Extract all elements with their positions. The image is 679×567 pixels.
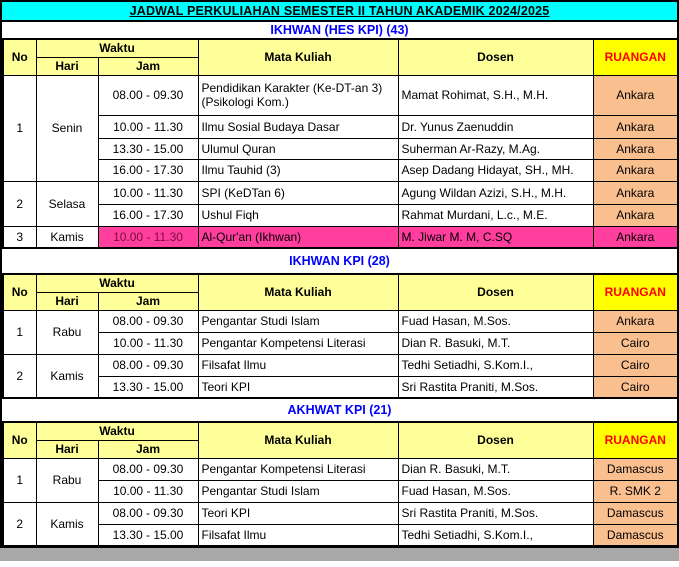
schedule-table bbox=[2, 38, 679, 249]
cell-ruangan: R. SMK 2 bbox=[593, 480, 678, 502]
schedule-row bbox=[3, 524, 678, 546]
cell-mata-kuliah: Teori KPI bbox=[198, 502, 398, 524]
cell-hari: Selasa bbox=[36, 181, 98, 226]
cell-dosen bbox=[398, 159, 593, 181]
cell-mata-kuliah: Ushul Fiqh bbox=[198, 204, 398, 226]
schedule-tables-container bbox=[2, 22, 677, 547]
cell-dosen-text: Asep Dadang Hidayat, SH., MH. bbox=[401, 162, 574, 177]
cell-mata-kuliah: Pengantar Studi Islam bbox=[198, 480, 398, 502]
schedule-row bbox=[3, 115, 678, 138]
page-title: JADWAL PERKULIAHAN SEMESTER II TAHUN AKADEMIK 2024/2025 bbox=[2, 2, 677, 22]
header-jam: Jam bbox=[98, 440, 198, 458]
header-jam: Jam bbox=[98, 292, 198, 310]
cell-jam: 08.00 - 09.30 bbox=[98, 75, 198, 115]
cell-ruangan: Ankara bbox=[593, 310, 678, 332]
schedule-row bbox=[3, 159, 678, 181]
cell-dosen: Dian R. Basuki, M.T. bbox=[398, 458, 593, 480]
schedule-row bbox=[3, 75, 678, 115]
cell-dosen: M. Jiwar M. M, C.SQ bbox=[398, 226, 593, 248]
cell-ruangan: Ankara bbox=[593, 204, 678, 226]
cell-hari: Senin bbox=[36, 75, 98, 181]
table-body bbox=[3, 75, 678, 248]
cell-hari: Kamis bbox=[36, 226, 98, 248]
header-waktu: Waktu bbox=[36, 39, 198, 57]
table-header bbox=[3, 274, 678, 310]
header-waktu: Waktu bbox=[36, 422, 198, 440]
section-title: IKHWAN KPI (28) bbox=[289, 254, 390, 268]
cell-jam: 08.00 - 09.30 bbox=[98, 310, 198, 332]
schedule-row bbox=[3, 458, 678, 480]
header-ruangan: RUANGAN bbox=[593, 39, 678, 75]
cell-dosen: Dian R. Basuki, M.T. bbox=[398, 332, 593, 354]
cell-hari: Rabu bbox=[36, 310, 98, 354]
section-title-row bbox=[2, 249, 677, 273]
cell-mata-kuliah: Ulumul Quran bbox=[198, 138, 398, 159]
cell-ruangan: Damascus bbox=[593, 524, 678, 546]
cell-ruangan: Cairo bbox=[593, 332, 678, 354]
header-waktu: Waktu bbox=[36, 274, 198, 292]
cell-ruangan: Damascus bbox=[593, 502, 678, 524]
schedule-row bbox=[3, 138, 678, 159]
cell-ruangan: Damascus bbox=[593, 458, 678, 480]
cell-jam: 10.00 - 11.30 bbox=[98, 115, 198, 138]
footer-bar bbox=[0, 547, 679, 561]
table-header bbox=[3, 39, 678, 75]
cell-mata-kuliah: SPI (KeDTan 6) bbox=[198, 181, 398, 204]
cell-no: 2 bbox=[3, 502, 36, 546]
cell-jam: 08.00 - 09.30 bbox=[98, 458, 198, 480]
cell-mata-kuliah: Pendidikan Karakter (Ke-DT-an 3) (Psikologi Kom.) bbox=[198, 75, 398, 115]
cell-no: 1 bbox=[3, 458, 36, 502]
schedule-row bbox=[3, 204, 678, 226]
cell-ruangan: Ankara bbox=[593, 181, 678, 204]
cell-jam: 08.00 - 09.30 bbox=[98, 354, 198, 376]
header-row-1 bbox=[3, 422, 678, 440]
cell-mata-kuliah: Ilmu Tauhid (3) bbox=[198, 159, 398, 181]
cell-dosen: Sri Rastita Praniti, M.Sos. bbox=[398, 502, 593, 524]
cell-jam: 16.00 - 17.30 bbox=[98, 159, 198, 181]
section-title: AKHWAT KPI (21) bbox=[287, 403, 392, 417]
header-jam: Jam bbox=[98, 57, 198, 75]
header-row-1 bbox=[3, 39, 678, 57]
cell-dosen: Suherman Ar-Razy, M.Ag. bbox=[398, 138, 593, 159]
cell-jam: 10.00 - 11.30 bbox=[98, 332, 198, 354]
cell-mata-kuliah: Pengantar Kompetensi Literasi bbox=[198, 458, 398, 480]
cell-no: 2 bbox=[3, 181, 36, 226]
cell-jam: 10.00 - 11.30 bbox=[98, 226, 198, 248]
cell-no: 2 bbox=[3, 354, 36, 398]
header-hari: Hari bbox=[36, 57, 98, 75]
cell-dosen: Rahmat Murdani, L.c., M.E. bbox=[398, 204, 593, 226]
cell-mata-kuliah: Teori KPI bbox=[198, 376, 398, 398]
header-no: No bbox=[3, 422, 36, 458]
schedule-row bbox=[3, 226, 678, 248]
header-ruangan: RUANGAN bbox=[593, 274, 678, 310]
cell-mata-kuliah: Ilmu Sosial Budaya Dasar bbox=[198, 115, 398, 138]
cell-mata-kuliah: Pengantar Studi Islam bbox=[198, 310, 398, 332]
section-title: IKHWAN (HES KPI) (43) bbox=[270, 23, 409, 37]
table-body bbox=[3, 458, 678, 546]
cell-ruangan: Cairo bbox=[593, 376, 678, 398]
header-dosen: Dosen bbox=[398, 274, 593, 310]
header-mata-kuliah: Mata Kuliah bbox=[198, 422, 398, 458]
schedule-row bbox=[3, 502, 678, 524]
header-ruangan: RUANGAN bbox=[593, 422, 678, 458]
header-hari: Hari bbox=[36, 440, 98, 458]
table-body bbox=[3, 310, 678, 398]
schedule-row bbox=[3, 354, 678, 376]
cell-hari: Kamis bbox=[36, 502, 98, 546]
cell-jam: 16.00 - 17.30 bbox=[98, 204, 198, 226]
header-dosen: Dosen bbox=[398, 422, 593, 458]
cell-jam: 10.00 - 11.30 bbox=[98, 181, 198, 204]
cell-ruangan: Ankara bbox=[593, 226, 678, 248]
header-mata-kuliah: Mata Kuliah bbox=[198, 274, 398, 310]
cell-mata-kuliah: Filsafat Ilmu bbox=[198, 524, 398, 546]
cell-mata-kuliah: Al-Qur'an (Ikhwan) bbox=[198, 226, 398, 248]
cell-ruangan: Ankara bbox=[593, 115, 678, 138]
cell-dosen: Mamat Rohimat, S.H., M.H. bbox=[398, 75, 593, 115]
cell-jam: 13.30 - 15.00 bbox=[98, 376, 198, 398]
cell-dosen: Tedhi Setiadhi, S.Kom.I., bbox=[398, 524, 593, 546]
cell-mata-kuliah: Pengantar Kompetensi Literasi bbox=[198, 332, 398, 354]
cell-dosen: Dr. Yunus Zaenuddin bbox=[398, 115, 593, 138]
schedule-row bbox=[3, 332, 678, 354]
schedule-row bbox=[3, 376, 678, 398]
cell-no: 1 bbox=[3, 310, 36, 354]
cell-jam: 08.00 - 09.30 bbox=[98, 502, 198, 524]
cell-ruangan: Ankara bbox=[593, 75, 678, 115]
cell-ruangan: Ankara bbox=[593, 138, 678, 159]
cell-no: 3 bbox=[3, 226, 36, 248]
cell-hari: Rabu bbox=[36, 458, 98, 502]
header-no: No bbox=[3, 39, 36, 75]
section-title-row bbox=[2, 399, 677, 421]
schedule-row bbox=[3, 310, 678, 332]
schedule-table bbox=[2, 273, 679, 399]
header-no: No bbox=[3, 274, 36, 310]
schedule-row bbox=[3, 181, 678, 204]
cell-dosen: Fuad Hasan, M.Sos. bbox=[398, 480, 593, 502]
cell-dosen: Fuad Hasan, M.Sos. bbox=[398, 310, 593, 332]
schedule-row bbox=[3, 480, 678, 502]
schedule-table bbox=[2, 421, 679, 547]
header-hari: Hari bbox=[36, 292, 98, 310]
cell-jam: 13.30 - 15.00 bbox=[98, 138, 198, 159]
section-title-row bbox=[2, 22, 677, 38]
cell-dosen: Tedhi Setiadhi, S.Kom.I., bbox=[398, 354, 593, 376]
cell-hari: Kamis bbox=[36, 354, 98, 398]
cell-jam: 10.00 - 11.30 bbox=[98, 480, 198, 502]
cell-mata-kuliah: Filsafat Ilmu bbox=[198, 354, 398, 376]
cell-jam: 13.30 - 15.00 bbox=[98, 524, 198, 546]
cell-dosen: Agung Wildan Azizi, S.H., M.H. bbox=[398, 181, 593, 204]
cell-dosen: Sri Rastita Praniti, M.Sos. bbox=[398, 376, 593, 398]
header-dosen: Dosen bbox=[398, 39, 593, 75]
table-header bbox=[3, 422, 678, 458]
cell-ruangan: Ankara bbox=[593, 159, 678, 181]
cell-ruangan: Cairo bbox=[593, 354, 678, 376]
header-row-1 bbox=[3, 274, 678, 292]
cell-no: 1 bbox=[3, 75, 36, 181]
header-mata-kuliah: Mata Kuliah bbox=[198, 39, 398, 75]
